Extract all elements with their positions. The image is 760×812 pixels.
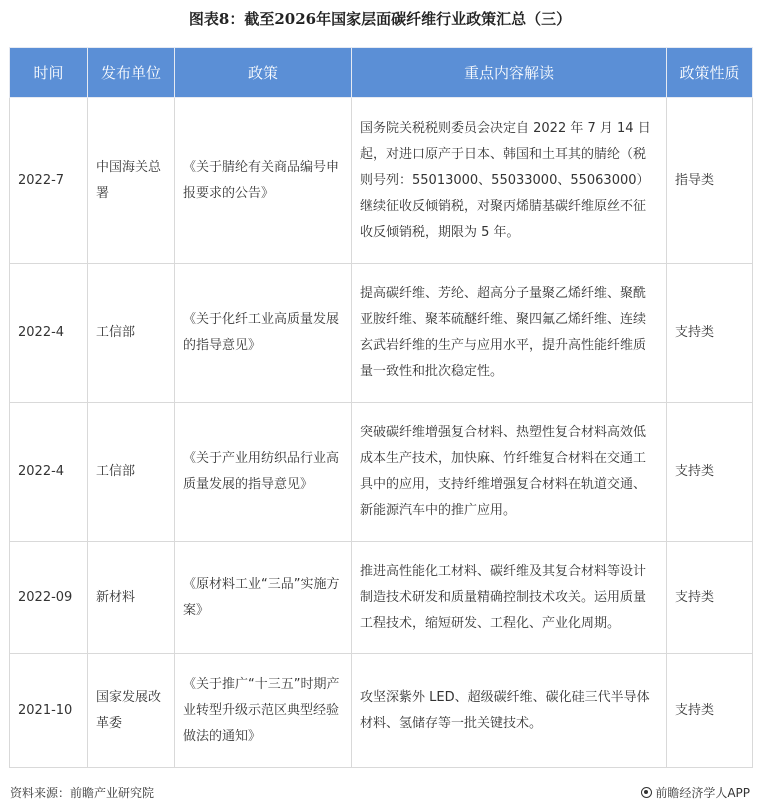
brand-credit	[641, 784, 750, 801]
table-row	[10, 654, 753, 768]
cell-policy: 《关于腈纶有关商品编号申报要求的公告》	[175, 98, 352, 264]
table-row	[10, 264, 753, 403]
column-header-content: 重点内容解读	[352, 48, 667, 98]
policy-table	[9, 47, 753, 768]
table-row	[10, 403, 753, 542]
qianzhan-logo-icon	[641, 787, 652, 798]
brand-label: 前瞻经济学人APP	[655, 786, 750, 800]
cell-issuer: 工信部	[88, 403, 175, 542]
cell-nature: 支持类	[667, 264, 753, 403]
cell-content: 提高碳纤维、芳纶、超高分子量聚乙烯纤维、聚酰亚胺纤维、聚苯硫醚纤维、聚四氟乙烯纤维、连续玄武岩纤维的生产与应用水平，提升高性能纤维质量一致性和批次稳定性。	[352, 264, 667, 403]
cell-nature: 指导类	[667, 98, 753, 264]
cell-nature: 支持类	[667, 403, 753, 542]
table-row	[10, 542, 753, 654]
cell-time: 2021-10	[10, 654, 88, 768]
column-header-policy: 政策	[175, 48, 352, 98]
page-title: 图表8：截至2026年国家层面碳纤维行业政策汇总（三）	[188, 10, 572, 28]
cell-issuer: 新材料	[88, 542, 175, 654]
cell-content: 推进高性能化工材料、碳纤维及其复合材料等设计制造技术研发和质量精确控制技术攻关。运用质量工程技术，缩短研发、工程化、产业化周期。	[352, 542, 667, 654]
cell-nature: 支持类	[667, 654, 753, 768]
cell-issuer: 国家发展改革委	[88, 654, 175, 768]
cell-issuer: 工信部	[88, 264, 175, 403]
column-header-time: 时间	[10, 48, 88, 98]
cell-content: 攻坚深紫外 LED、超级碳纤维、碳化硅三代半导体材料、氢储存等一批关键技术。	[352, 654, 667, 768]
table-header-row	[10, 48, 753, 98]
cell-time: 2022-4	[10, 264, 88, 403]
column-header-nature: 政策性质	[667, 48, 753, 98]
cell-time: 2022-4	[10, 403, 88, 542]
cell-time: 2022-09	[10, 542, 88, 654]
cell-content: 国务院关税税则委员会决定自 2022 年 7 月 14 日起，对进口原产于日本、韩国和土耳其的腈纶（税则号列：55013000、55033000、55063000）继续征收反倾销税，对聚丙烯腈基碳纤维原丝不征收反倾销税，期限为 5 年。	[352, 98, 667, 264]
cell-issuer: 中国海关总署	[88, 98, 175, 264]
cell-policy: 《关于化纤工业高质量发展的指导意见》	[175, 264, 352, 403]
cell-policy: 《关于产业用纺织品行业高质量发展的指导意见》	[175, 403, 352, 542]
column-header-issuer: 发布单位	[88, 48, 175, 98]
table-row	[10, 98, 753, 264]
cell-time: 2022-7	[10, 98, 88, 264]
cell-policy: 《原材料工业“三品”实施方案》	[175, 542, 352, 654]
cell-nature: 支持类	[667, 542, 753, 654]
source-note: 资料来源：前瞻产业研究院	[10, 786, 155, 800]
cell-policy: 《关于推广“十三五”时期产业转型升级示范区典型经验做法的通知》	[175, 654, 352, 768]
cell-content: 突破碳纤维增强复合材料、热塑性复合材料高效低成本生产技术，加快麻、竹纤维复合材料在交通工具中的应用，支持纤维增强复合材料在轨道交通、新能源汽车中的推广应用。	[352, 403, 667, 542]
